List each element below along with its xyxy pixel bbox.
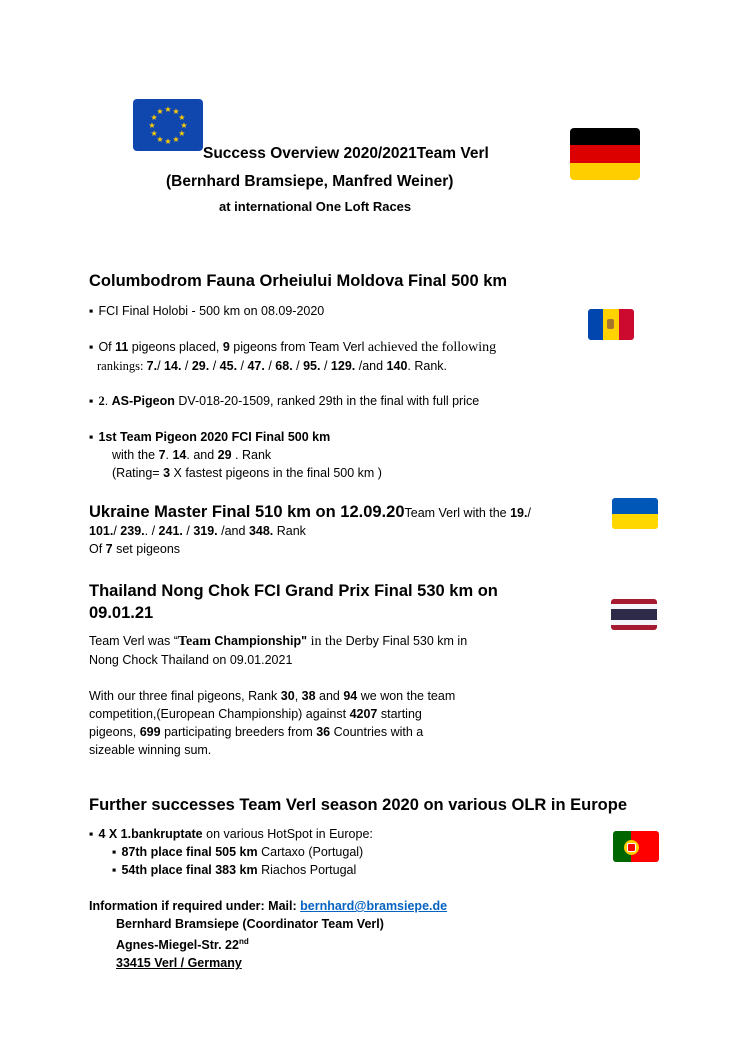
eu-star-icon: ★ (180, 121, 188, 130)
document-tagline: at international One Loft Races (219, 199, 412, 214)
further-list: ▪ 4 X 1.bankruptate on various HotSpot in Europe: ▪ 87th place final 505 km Cartaxo (Portugal) ▪ 54th place final 383 km Riachos Portugal (89, 825, 373, 879)
germany-flag-icon (570, 128, 640, 180)
ukraine-section: Ukraine Master Final 510 km on 12.09.20Team Verl with the 19./ 101./ 239.. / 241. / 319. /and 348. Rank Of 7 set pigeons (89, 503, 531, 556)
moldova-bullet-3: ▪ 2. AS-Pigeon DV-018-20-1509, ranked 29th in the final with full price (89, 392, 479, 410)
document-title: Success Overview 2020/2021Team Verl (203, 145, 489, 162)
further-heading: Further successes Team Verl season 2020 on various OLR in Europe (89, 796, 627, 814)
portugal-flag-icon (613, 831, 659, 862)
email-link[interactable]: bernhard@bramsiepe.de (300, 899, 448, 913)
eu-star-icon: ★ (150, 113, 158, 122)
moldova-bullet-1: ▪ FCI Final Holobi - 500 km on 08.09-2020 (89, 302, 324, 320)
thailand-flag-icon (611, 599, 657, 630)
thailand-paragraph-2: With our three final pigeons, Rank 30, 38 and 94 we won the team competition,(European Championship) against 4207 starting pigeons, 699 participating breeders from 36 Countries with a sizeable winning sum. (89, 689, 456, 757)
ukraine-flag-icon (612, 498, 658, 529)
eu-star-icon: ★ (148, 121, 156, 130)
eu-star-icon: ★ (164, 137, 172, 146)
eu-star-icon: ★ (172, 107, 180, 117)
thailand-paragraph-1: Team Verl was “Team Championship" in the Derby Final 530 km in Nong Chock Thailand on 09.01.2021 (89, 634, 468, 667)
eu-star-icon: ★ (156, 134, 164, 144)
eu-flag-icon (133, 99, 203, 151)
eu-star-icon: ★ (178, 129, 186, 138)
eu-star-icon: ★ (178, 113, 186, 122)
moldova-heading: Columbodrom Fauna Orheiului Moldova Final 500 km (89, 272, 508, 290)
document-subtitle: (Bernhard Bramsiepe, Manfred Weiner) (166, 173, 454, 190)
moldova-bullet-4: ▪ 1st Team Pigeon 2020 FCI Final 500 km with the 7. 14. and 29 . Rank (Rating= 3 X fastest pigeons in the final 500 km ) (89, 428, 382, 482)
eu-star-icon: ★ (150, 129, 158, 138)
moldova-bullet-2: ▪ Of 11 pigeons placed, 9 pigeons from Team Verl achieved the following rankings: 7./ 14. / 29. / 45. / 47. / 68. / 95. / 129. /and 140. Rank. (89, 338, 609, 375)
eu-star-icon: ★ (172, 134, 180, 144)
eu-star-icon: ★ (156, 107, 164, 117)
moldova-flag-icon (588, 309, 634, 340)
contact-block: Information if required under: Mail: bernhard@bramsiepe.de Bernhard Bramsiepe (Coordinator Team Verl) Agnes-Miegel-Str. 22nd 33415 Verl / Germany (89, 899, 448, 971)
eu-star-icon: ★ (164, 105, 172, 114)
thailand-heading: Thailand Nong Chok FCI Grand Prix Final 530 km on 09.01.21 (89, 582, 498, 622)
ukraine-heading: Ukraine Master Final 510 km on 12.09.20 (89, 503, 405, 521)
